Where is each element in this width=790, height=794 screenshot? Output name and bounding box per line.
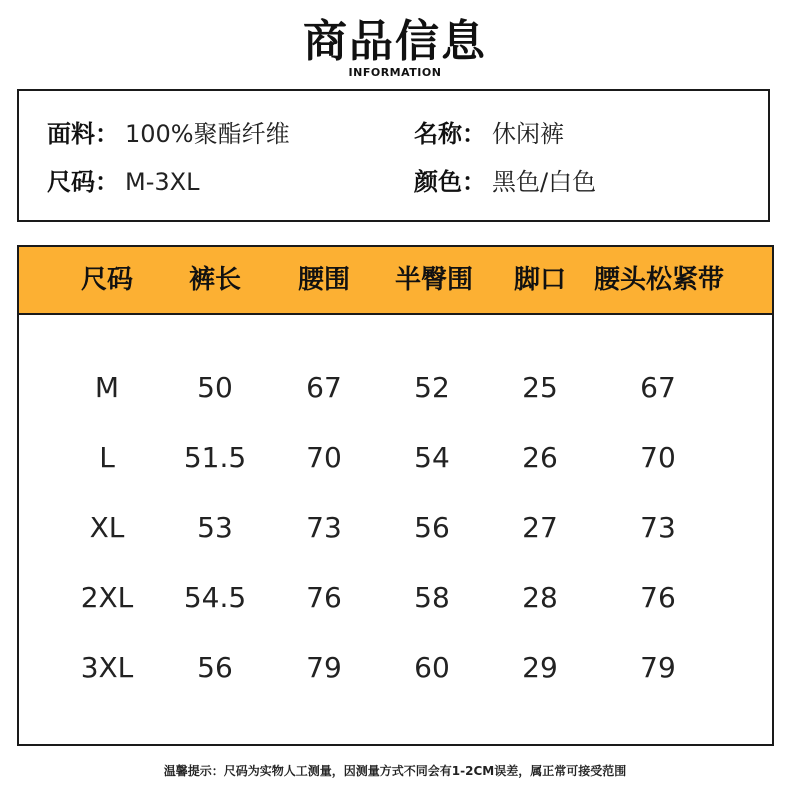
table-cell: 56: [414, 511, 450, 544]
table-cell: 53: [197, 511, 233, 544]
col-header-length: 裤长: [188, 265, 241, 295]
info-color-separator: ：: [462, 168, 486, 196]
table-cell: 58: [414, 581, 450, 614]
info-name: [414, 119, 564, 149]
info-size-separator: ：: [95, 168, 119, 196]
col-header-half-hip: 半臀围: [394, 265, 473, 295]
table-cell: 2XL: [80, 581, 134, 614]
info-material-value: 100%聚酯纤维: [125, 120, 290, 148]
table-cell: 67: [306, 371, 342, 404]
table-header: [19, 247, 772, 315]
table-cell: 54: [414, 441, 450, 474]
table-cell: 56: [197, 651, 233, 684]
table-cell: 70: [306, 441, 342, 474]
info-material-label: 面料: [47, 120, 95, 148]
table-cell: 52: [414, 371, 450, 404]
col-header-waistband: 腰头松紧带: [593, 265, 724, 295]
table-cell: L: [99, 441, 115, 474]
table-cell: M: [94, 371, 120, 404]
info-size: [47, 167, 199, 197]
table-cell: 79: [306, 651, 342, 684]
info-size-value: M-3XL: [125, 168, 200, 196]
table-cell: 73: [306, 511, 342, 544]
info-material-separator: ：: [95, 120, 119, 148]
col-header-hem: 脚口: [513, 265, 566, 295]
info-material: [47, 119, 290, 149]
table-cell: 26: [522, 441, 558, 474]
table-cell: 3XL: [80, 651, 134, 684]
table-cell: 54.5: [183, 581, 247, 614]
info-color: [414, 167, 596, 197]
table-cell: 76: [306, 581, 342, 614]
table-cell: 73: [640, 511, 676, 544]
info-name-value: 休闲裤: [492, 120, 564, 148]
col-header-waist: 腰围: [297, 265, 350, 295]
table-cell: 60: [414, 651, 450, 684]
table-cell: 76: [640, 581, 676, 614]
product-info-box: [17, 89, 770, 222]
table-cell: 29: [522, 651, 558, 684]
info-name-label: 名称: [414, 120, 462, 148]
table-cell: 28: [522, 581, 558, 614]
table-cell: 25: [522, 371, 558, 404]
table-cell: 70: [640, 441, 676, 474]
info-color-value: 黑色/白色: [492, 168, 597, 196]
table-cell: 50: [197, 371, 233, 404]
table-cell: 27: [522, 511, 558, 544]
table-cell: 67: [640, 371, 676, 404]
table-cell: XL: [89, 511, 125, 544]
info-name-separator: ：: [462, 120, 486, 148]
page-title: 商品信息: [303, 16, 487, 67]
col-header-size: 尺码: [80, 265, 133, 295]
info-color-label: 颜色: [414, 168, 462, 196]
table-cell: 79: [640, 651, 676, 684]
info-size-label: 尺码: [47, 168, 95, 196]
table-cell: 51.5: [183, 441, 247, 474]
page-subtitle: INFORMATION: [348, 66, 442, 79]
measurement-note: 温馨提示：尺码为实物人工测量，因测量方式不同会有1-2CM误差，属正常可接受范围: [163, 764, 627, 778]
size-table: [17, 245, 774, 746]
